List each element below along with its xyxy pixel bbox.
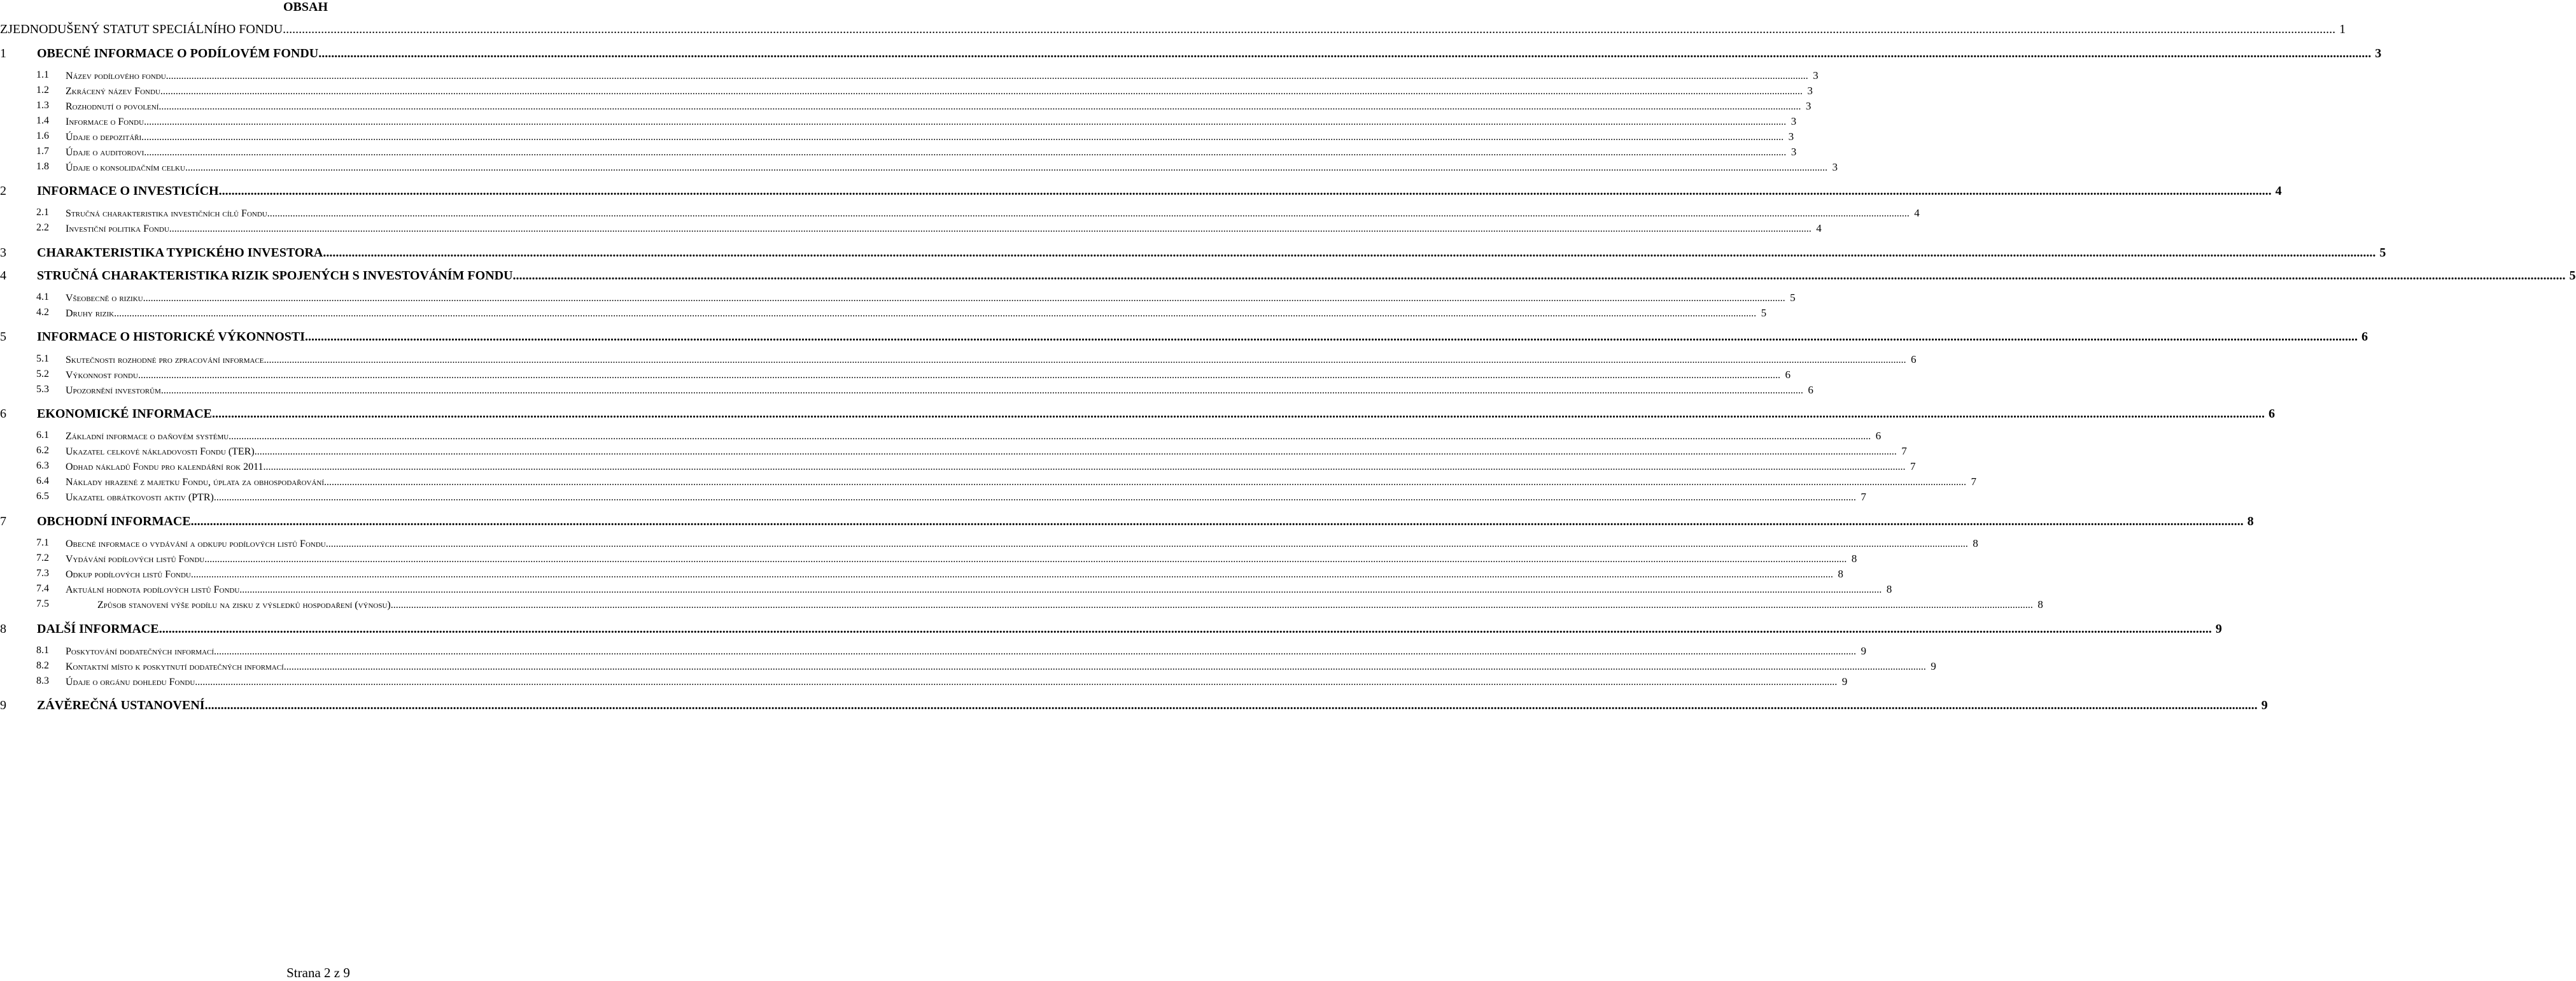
toc-entry-label: DALŠÍ INFORMACE	[37, 622, 159, 636]
toc-entry-8-1[interactable]	[0, 645, 1867, 658]
toc-entry-page: 1	[2339, 22, 2346, 36]
toc-leader-dots	[166, 71, 1808, 82]
toc-entry-label: EKONOMICKÉ INFORMACE	[37, 407, 212, 421]
toc-entry-number: 7.1	[36, 537, 49, 548]
toc-leader-dots	[239, 584, 1882, 596]
toc-entry-6-1[interactable]	[0, 430, 1882, 442]
toc-entry-number: 5.2	[36, 369, 49, 379]
toc-entry-number: 1.7	[36, 146, 49, 157]
toc-entry-number: 4	[0, 269, 6, 283]
toc-entry-label: STRUČNÁ CHARAKTERISTIKA RIZIK SPOJENÝCH S INVESTOVÁNÍM FONDU	[37, 269, 513, 283]
toc-entry-number: 1.3	[36, 100, 49, 111]
toc-entry-page: 9	[2215, 622, 2222, 636]
toc-leader-dots	[264, 355, 1906, 366]
toc-entry-label: Údaje o konsolidačním celku	[66, 162, 185, 173]
toc-entry-7[interactable]	[0, 514, 2254, 529]
toc-entry-page: 8	[2247, 514, 2254, 528]
toc-leader-dots	[141, 132, 1784, 143]
toc-entry-number: 5	[0, 330, 6, 344]
toc-entry-number: 4.1	[36, 292, 49, 302]
toc-entry-number: 6.5	[36, 491, 49, 502]
toc-entry-label: Kontaktní místo k poskytnutí dodatečných informací	[66, 661, 284, 672]
toc-entry-1-2[interactable]	[0, 85, 1813, 97]
toc-entry-page: 3	[1791, 115, 1797, 127]
toc-entry-label: Poskytování dodatečných informací	[66, 646, 215, 657]
toc-leader-dots	[138, 370, 1780, 381]
toc-leader-dots	[191, 514, 2244, 529]
toc-entry-label: Údaje o auditorovi	[66, 147, 144, 158]
toc-entry-label: Druhy rizik	[66, 308, 115, 319]
toc-entry-page: 8	[1973, 537, 1978, 549]
toc-entry-label: Zkrácený název Fondu	[66, 86, 160, 97]
toc-entry-number: 9	[0, 698, 6, 712]
toc-entry-label: Vydávání podílových listů Fondu	[66, 554, 205, 565]
toc-entry-4-1[interactable]	[0, 292, 1796, 304]
toc-entry-page: 6	[1785, 369, 1791, 381]
toc-entry-5-2[interactable]	[0, 369, 1791, 381]
toc-entry-page: 8	[1886, 583, 1892, 595]
toc-leader-dots	[391, 600, 2033, 611]
toc-entry-number: 2.2	[36, 222, 49, 233]
toc-title: OBSAH	[283, 0, 328, 14]
toc-leader-dots	[513, 269, 2566, 283]
toc-entry-page: 6	[1911, 353, 1917, 365]
toc-leader-dots	[144, 147, 1786, 159]
toc-leader-dots	[326, 539, 1968, 550]
toc-entry-statut[interactable]	[0, 22, 2346, 37]
toc-entry-page: 5	[1790, 292, 1796, 304]
toc-leader-dots	[144, 116, 1786, 128]
toc-entry-page: 9	[1861, 645, 1867, 657]
toc-entry-4-2[interactable]	[0, 307, 1767, 320]
toc-entry-page: 8	[2038, 598, 2043, 610]
toc-leader-dots	[114, 308, 1756, 320]
toc-entry-page: 9	[1841, 675, 1848, 688]
toc-entry-label: Rozhodnutí o povolení	[66, 101, 159, 112]
toc-entry-6-5[interactable]	[0, 491, 1866, 504]
toc-leader-dots	[191, 569, 1833, 581]
toc-entry-number: 1.4	[36, 115, 49, 126]
toc-entry-number: 6.2	[36, 445, 49, 456]
toc-entry-number: 7.5	[36, 598, 49, 609]
toc-entry-label: Ukazatel celkové nákladovosti Fondu (TER)	[66, 446, 255, 457]
toc-entry-1-6[interactable]	[0, 131, 1794, 143]
toc-leader-dots	[264, 462, 1906, 473]
toc-entry-9[interactable]	[0, 698, 2268, 713]
toc-entry-number: 1.6	[36, 131, 49, 141]
toc-entry-label: Stručná charakteristika investičních cílů Fondu	[66, 208, 267, 219]
toc-entry-label: Údaje o orgánu dohledu Fondu	[66, 677, 195, 688]
toc-entry-page: 7	[1910, 460, 1916, 472]
toc-entry-label: Aktuální hodnota podílových listů Fondu	[66, 584, 240, 595]
toc-entry-page: 6	[1875, 430, 1882, 442]
toc-entry-page: 6	[1808, 384, 1813, 396]
toc-entry-number: 2.1	[36, 207, 49, 218]
toc-leader-dots	[212, 407, 2265, 421]
toc-entry-1[interactable]	[0, 46, 2382, 61]
toc-entry-label: Informace o Fondu	[66, 116, 144, 127]
toc-entry-label: Ukazatel obrátkovosti aktiv (PTR)	[66, 492, 214, 503]
toc-leader-dots	[219, 184, 2272, 199]
toc-entry-number: 1	[0, 46, 6, 60]
toc-entry-5[interactable]	[0, 330, 2368, 344]
toc-entry-4[interactable]	[0, 269, 2576, 283]
toc-entry-6-3[interactable]	[0, 460, 1916, 473]
toc-entry-6-4[interactable]	[0, 476, 1977, 488]
toc-leader-dots	[318, 46, 2371, 61]
toc-entry-5-3[interactable]	[0, 384, 1813, 397]
toc-entry-number: 4.2	[36, 307, 49, 318]
toc-entry-page: 9	[1931, 660, 1936, 672]
toc-entry-3[interactable]	[0, 246, 2386, 260]
toc-entry-page: 8	[1838, 568, 1843, 580]
toc-entry-page: 5	[1761, 307, 1767, 319]
toc-entry-2[interactable]	[0, 184, 2282, 199]
toc-leader-dots	[169, 223, 1812, 235]
toc-entry-8[interactable]	[0, 622, 2222, 637]
toc-entry-page: 7	[1901, 445, 1907, 457]
toc-entry-number: 3	[0, 246, 6, 260]
toc-entry-2-1[interactable]	[0, 207, 1920, 220]
toc-leader-dots	[161, 385, 1803, 397]
toc-entry-label: Název podílového fondu	[66, 71, 166, 81]
toc-entry-2-2[interactable]	[0, 222, 1822, 235]
toc-entry-1-7[interactable]	[0, 146, 1797, 159]
toc-entry-page: 3	[1832, 161, 1838, 173]
toc-leader-dots	[143, 293, 1785, 304]
toc-entry-number: 7.3	[36, 568, 49, 579]
toc-entry-6-2[interactable]	[0, 445, 1907, 458]
toc-leader-dots	[255, 446, 1897, 458]
toc-entry-number: 5.1	[36, 353, 49, 364]
toc-entry-label: CHARAKTERISTIKA TYPICKÉHO INVESTORA	[37, 246, 323, 260]
toc-leader-dots	[205, 698, 2258, 713]
toc-entry-label: Údaje o depozitáři	[66, 132, 142, 143]
toc-leader-dots	[185, 162, 1827, 174]
toc-entry-number: 7.4	[36, 583, 49, 594]
toc-entry-label: ZÁVĚREČNÁ USTANOVENÍ	[37, 698, 205, 712]
toc-entry-number: 8.1	[36, 645, 49, 656]
toc-entry-number: 8	[0, 622, 6, 636]
page-footer: Strana 2 z 9	[286, 965, 350, 980]
toc-entry-page: 6	[2269, 407, 2275, 421]
toc-entry-number: 2	[0, 184, 6, 198]
toc-entry-page: 3	[1805, 100, 1812, 112]
toc-entry-label: Náklady hrazené z majetku Fondu, úplata za obhospodařování	[66, 477, 325, 488]
toc-entry-6[interactable]	[0, 407, 2275, 421]
toc-entry-number: 6.3	[36, 460, 49, 471]
toc-entry-number: 1.1	[36, 69, 49, 80]
toc-entry-page: 3	[1788, 131, 1794, 143]
toc-entry-number: 7	[0, 514, 6, 528]
toc-leader-dots	[214, 646, 1856, 658]
toc-entry-number: 1.2	[36, 85, 49, 95]
toc-entry-number: 5.3	[36, 384, 49, 395]
toc-entry-number: 7.2	[36, 553, 49, 563]
toc-leader-dots	[324, 477, 1966, 488]
toc-leader-dots	[204, 554, 1847, 565]
toc-entry-7-1[interactable]	[0, 537, 1978, 550]
toc-leader-dots	[283, 22, 2335, 37]
toc-leader-dots	[229, 431, 1871, 442]
toc-entry-1-8[interactable]	[0, 161, 1838, 174]
toc-entry-page: 4	[2275, 184, 2282, 198]
toc-leader-dots	[214, 492, 1856, 504]
toc-entry-8-3[interactable]	[0, 675, 1848, 688]
toc-entry-number: 6.1	[36, 430, 49, 441]
toc-entry-number: 1.8	[36, 161, 49, 172]
toc-entry-page: 9	[2261, 698, 2268, 712]
toc-entry-page: 5	[2379, 246, 2386, 260]
toc-entry-5-1[interactable]	[0, 353, 1917, 366]
toc-entry-label: Odkup podílových listů Fondu	[66, 569, 191, 580]
toc-entry-number: 6.4	[36, 476, 49, 486]
toc-entry-1-4[interactable]	[0, 115, 1797, 128]
toc-leader-dots	[267, 208, 1910, 220]
toc-entry-page: 3	[1791, 146, 1797, 158]
toc-entry-number: 8.2	[36, 660, 49, 671]
toc-entry-number: 6	[0, 407, 6, 421]
toc-leader-dots	[195, 677, 1837, 688]
toc-entry-number: 8.3	[36, 675, 49, 686]
toc-leader-dots	[159, 622, 2212, 637]
toc-entry-page: 8	[1851, 553, 1857, 565]
toc-entry-label: Způsob stanovení výše podílu na zisku z výsledků hospodaření (výnosu)	[97, 600, 391, 610]
toc-entry-page: 4	[1816, 222, 1822, 234]
toc-entry-label: OBCHODNÍ INFORMACE	[37, 514, 191, 528]
toc-entry-7-5[interactable]	[0, 598, 2043, 611]
toc-entry-label: INFORMACE O INVESTICÍCH	[37, 184, 219, 198]
toc-entry-7-4[interactable]	[0, 583, 1892, 596]
toc-entry-page: 6	[2361, 330, 2368, 344]
toc-leader-dots	[305, 330, 2358, 344]
toc-entry-1-1[interactable]	[0, 69, 1819, 82]
toc-entry-label: Výkonnost fondu	[66, 370, 138, 381]
toc-leader-dots	[323, 246, 2375, 260]
toc-entry-label: Obecné informace o vydávání a odkupu podílových listů Fondu	[66, 539, 326, 549]
toc-entry-7-2[interactable]	[0, 553, 1857, 565]
toc-entry-1-3[interactable]	[0, 100, 1812, 113]
toc-entry-label: OBECNÉ INFORMACE O PODÍLOVÉM FONDU	[37, 46, 319, 60]
toc-entry-label: Skutečnosti rozhodné pro zpracování informace	[66, 355, 264, 365]
toc-entry-8-2[interactable]	[0, 660, 1936, 673]
toc-entry-label: Upozornění investorům	[66, 385, 161, 396]
toc-entry-7-3[interactable]	[0, 568, 1843, 581]
toc-leader-dots	[284, 661, 1926, 673]
toc-entry-label: ZJEDNODUŠENÝ STATUT SPECIÁLNÍHO FONDU	[0, 22, 283, 36]
toc-entry-label: INFORMACE O HISTORICKÉ VÝKONNOSTI	[37, 330, 305, 344]
toc-entry-page: 5	[2569, 269, 2576, 283]
toc-entry-page: 3	[1807, 85, 1813, 97]
toc-entry-label: Investiční politika Fondu	[66, 223, 169, 234]
toc-entry-page: 4	[1914, 207, 1920, 219]
toc-entry-page: 3	[1813, 69, 1819, 81]
toc-entry-page: 7	[1971, 476, 1977, 488]
toc-entry-page: 3	[2375, 46, 2382, 60]
toc-entry-label: Základní informace o daňovém systému	[66, 431, 229, 442]
toc-entry-label: Všeobecně o riziku	[66, 293, 143, 304]
toc-leader-dots	[160, 86, 1803, 97]
toc-entry-page: 7	[1861, 491, 1866, 503]
toc-leader-dots	[158, 101, 1801, 113]
toc-entry-label: Odhad nákladů Fondu pro kalendářní rok 2011	[66, 462, 264, 472]
